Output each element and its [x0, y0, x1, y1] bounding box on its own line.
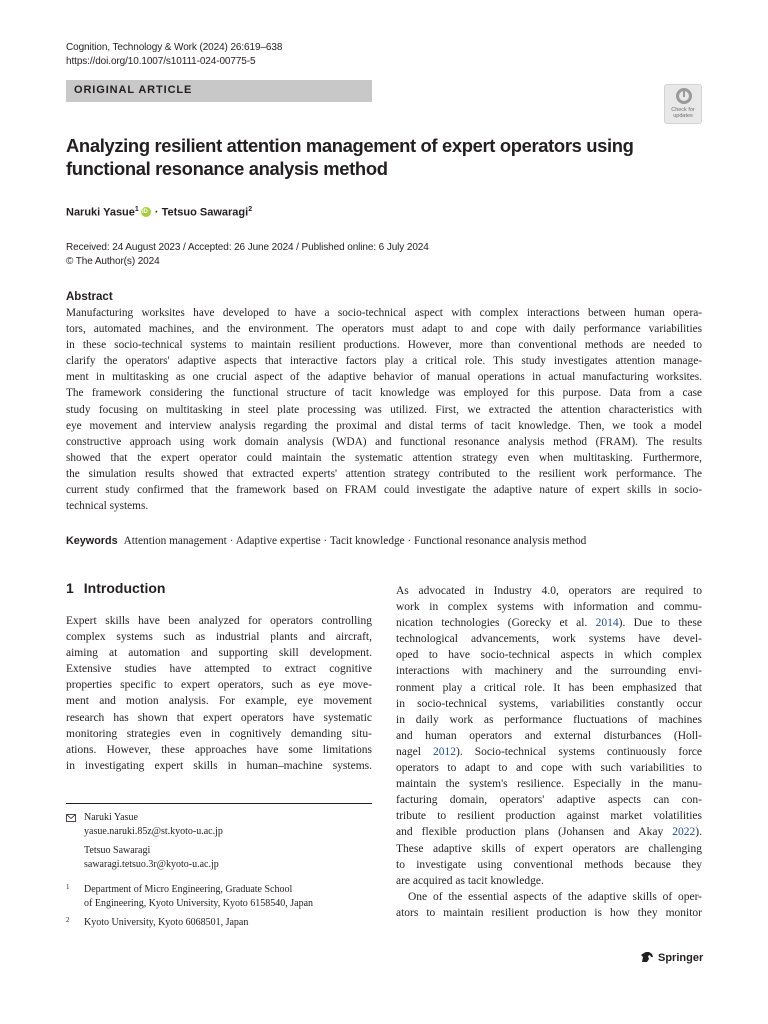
body-line: [396, 824, 702, 840]
body-line: [396, 744, 702, 760]
body-line: One of the essential aspects of the adaptive skills of oper-: [408, 890, 702, 903]
body-line: ators to maintain resilient production is how they monitor: [396, 906, 702, 919]
section-title: Introduction: [83, 580, 166, 596]
affiliation-marker: 1: [134, 206, 139, 213]
body-line: complex systems such as industrial plants and aircraft,: [66, 631, 372, 644]
body-line: ronment play a critical role. It has been emphasized that: [396, 681, 702, 694]
body-line: tribute to resilient production against market volatilities: [396, 810, 702, 823]
check-for-updates-icon: [675, 87, 693, 105]
author-name[interactable]: Tetsuo Sawaragi: [161, 206, 249, 219]
abstract-line: the simulation results showed that extracted experts' attention strategy contributed to the resilient work performance. The: [66, 467, 702, 480]
body-text: nication technologies (Gorecky et al.: [396, 617, 596, 630]
abstract-line: clarify the operators' adaptive aspects that interactive factors play a critical role. This study investigates attention manage-: [66, 355, 702, 368]
body-text: ).: [695, 826, 702, 839]
body-line: technological advancements, work systems have devel-: [396, 633, 702, 646]
orcid-icon[interactable]: [141, 207, 151, 217]
body-line: in daily work as performance fluctuations of machines: [396, 713, 702, 726]
body-line: and human operators and external disturbances (Holl-: [396, 729, 702, 742]
article-type-label: ORIGINAL ARTICLE: [74, 84, 193, 96]
body-text: and flexible production plans (Johansen and Akay: [396, 826, 673, 839]
abstract-line: ment in multitasking as one crucial aspect of the adaptive behavior of manual operations in actual manufacturing worksites.: [66, 371, 702, 384]
author-list: [66, 203, 252, 220]
body-line: ment and motion analysis. For example, eye movement: [66, 695, 372, 708]
body-text: ). Socio-technical systems continuously force: [456, 745, 703, 758]
body-line: to investigate using conventional methods because they: [396, 858, 702, 871]
copyright-notice: © The Author(s) 2024: [66, 256, 160, 267]
body-text: nagel: [396, 745, 433, 758]
journal-citation: Cognition, Technology & Work (2024) 26:619–638: [66, 42, 283, 53]
body-line: work in complex systems with information and commu-: [396, 601, 702, 614]
abstract-line: eye movement and interview analysis regarding the proximal and distal terms of tacit knowledge. Then, we took a model: [66, 419, 702, 432]
body-line: ations. However, these approaches have some limitations: [66, 743, 372, 756]
abstract-line: technical systems.: [66, 500, 149, 513]
citation-link[interactable]: 2014: [595, 617, 619, 630]
body-line: [396, 615, 702, 631]
body-line: oped to have socio-technical aspects in which complex: [396, 649, 702, 662]
body-line: operators to adapt to and cope with such variabilities to: [396, 762, 702, 775]
abstract-heading: Abstract: [66, 291, 113, 303]
affiliation-number: 2: [66, 916, 70, 924]
abstract-line: showed that the expert operator could maintain the systematic attention strategy even when multitasking. Furthermore,: [66, 451, 702, 464]
body-line: properties specific to expert operators, such as eye move-: [66, 679, 372, 692]
keywords-text: Attention management · Adaptive expertise · Tacit knowledge · Functional resonance analysis method: [123, 535, 587, 547]
check-for-updates-label: Check for updates: [671, 107, 695, 119]
body-line: in investigating expert skills in human–machine systems.: [66, 759, 372, 772]
abstract-line: Manufacturing worksites have developed to have a socio-technical aspect with complex interactions between human opera-: [66, 307, 702, 319]
footnote-divider: [66, 803, 372, 804]
body-line: research has shown that expert operators have systematic: [66, 711, 372, 724]
body-line: maintain the system's resilience. Especially in the manu-: [396, 778, 702, 791]
title-line-2: functional resonance analysis method: [66, 158, 388, 179]
corresponding-author-name: Naruki Yasue: [84, 812, 138, 823]
body-line: aiming at automation and supporting skill development.: [66, 647, 372, 660]
section-number: 1: [66, 580, 74, 596]
section-heading: [66, 580, 165, 596]
affiliation-line: Department of Micro Engineering, Graduate School: [84, 884, 293, 895]
body-line: in socio-technical systems, variabilities constantly occur: [396, 697, 702, 710]
abstract-line: constructive approach using work domain analysis (WDA) and functional resonance analysis method (FRAM). The results: [66, 435, 702, 448]
body-line: facturing domain, operators' adaptive aspects can con-: [396, 794, 702, 807]
author-email[interactable]: yasue.naruki.85z@st.kyoto-u.ac.jp: [84, 826, 223, 837]
affiliation-line: of Engineering, Kyoto University, Kyoto 6158540, Japan: [84, 898, 314, 909]
body-line: are acquired as tacit knowledge.: [396, 874, 544, 887]
body-line: As advocated in Industry 4.0, operators are required to: [396, 585, 702, 597]
abstract-line: The framework considering the functional structure of tacit knowledge was employed for this purpose. Data from a case: [66, 387, 702, 400]
envelope-icon: [66, 814, 76, 822]
abstract-line: study focusing on multitasking in steel plate processing was utilized. First, we extracted the attention characteristics with: [66, 403, 702, 416]
author-email[interactable]: sawaragi.tetsuo.3r@kyoto-u.ac.jp: [84, 859, 219, 870]
author-name[interactable]: Naruki Yasue: [66, 206, 135, 219]
springer-horse-icon: [640, 951, 654, 963]
keywords-label: Keywords: [66, 535, 118, 547]
affiliation-number: 1: [66, 883, 70, 891]
abstract-line: tors, automated machines, and the environment. The operators must adapt to and cope with daily performance variabilities: [66, 323, 702, 336]
publisher-logo: [640, 951, 703, 964]
body-line: These adaptive skills of expert operators are challenging: [396, 842, 702, 855]
body-line: Expert skills have been analyzed for operators controlling: [66, 615, 372, 627]
body-text: ). Due to these: [618, 617, 702, 630]
keywords: [66, 534, 586, 548]
title-line-1: Analyzing resilient attention management of expert operators using: [66, 135, 634, 156]
abstract-line: current study confirmed that the framework based on FRAM could investigate the adaptive nature of expert skills in socio-: [66, 484, 702, 497]
publisher-name: Springer: [658, 952, 704, 964]
abstract-body: [66, 305, 702, 514]
abstract-line: in these socio-technical systems to maintain resilient productions. However, more than conventional methods are needed to: [66, 339, 702, 352]
body-line: interactions with machinery and the surrounding envi-: [396, 665, 702, 678]
author-separator: ·: [151, 206, 162, 219]
check-for-updates-badge[interactable]: [664, 84, 702, 124]
citation-link[interactable]: 2012: [433, 745, 456, 758]
left-column-text: [66, 613, 372, 774]
right-column-text: [396, 583, 702, 921]
body-line: monitoring strategies even in cognitively demanding situ-: [66, 727, 372, 740]
author-name-footnote: Tetsuo Sawaragi: [84, 845, 151, 856]
doi-link[interactable]: https://doi.org/10.1007/s10111-024-00775-5: [66, 56, 256, 67]
body-line: Extensive studies have attempted to extract cognitive: [66, 663, 372, 676]
citation-link[interactable]: 2022: [672, 826, 696, 839]
affiliation-marker: 2: [248, 206, 253, 213]
affiliation-line: Kyoto University, Kyoto 6068501, Japan: [84, 917, 249, 928]
publication-dates: Received: 24 August 2023 / Accepted: 26 June 2024 / Published online: 6 July 2024: [66, 242, 429, 253]
article-type-banner: [66, 80, 372, 102]
paper-title: [66, 134, 666, 180]
